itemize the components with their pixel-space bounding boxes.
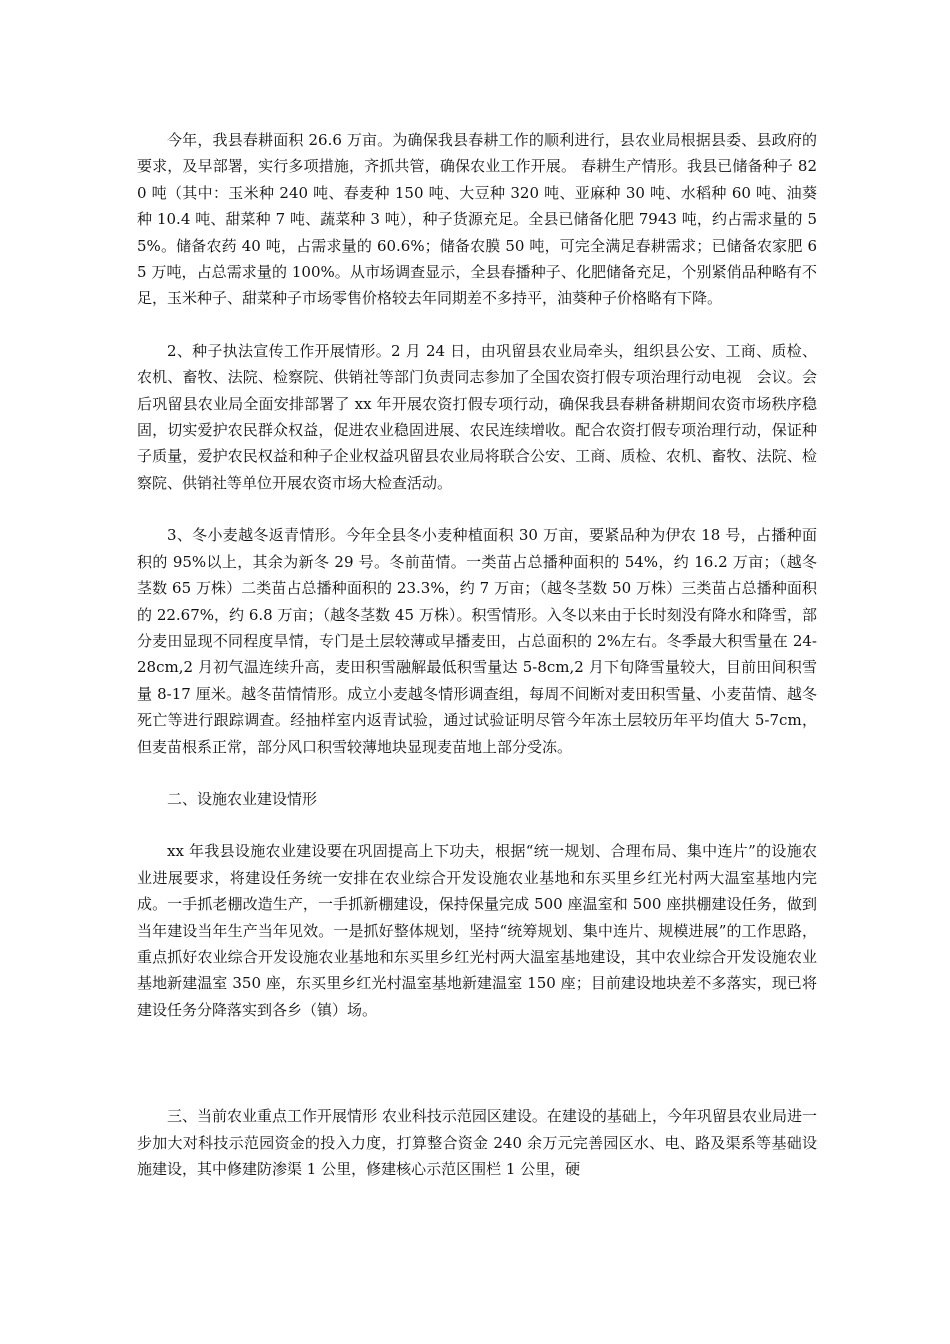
- paragraph-facility-agriculture: xx 年我县设施农业建设要在巩固提高上下功夫，根据“统一规划、合理布局、集中连片”的设施农业进展要求，将建设任务统一安排在农业综合开发设施农业基地和东买里乡红光村两大温室基地内完成。一手抓老棚改造生产，一手抓新棚建设，保持保量完成 500 座温室和 500 座拱棚建设任务，做到当年建设当年生产当年见效。一是抓好整体规划，坚持“统筹规划、集中连片、规模进展”的工作思路，重点抓好农业综合开发设施农业基地和东买里乡红光村两大温室基地建设，其中农业综合开发设施农业基地新建温室 350 座，东买里乡红光村温室基地新建温室 150 座；目前建设地块差不多落实，现已将建设任务分降落实到各乡（镇）场。: [137, 842, 817, 1019]
- paragraph-spring-plowing: 今年，我县春耕面积 26.6 万亩。为确保我县春耕工作的顺利进行，县农业局根据县委、县政府的要求，及早部署，实行多项措施，齐抓共管，确保农业工作开展。 春耕生产情形。我县已储备种子 820 吨（其中：玉米种 240 吨、春麦种 150 吨、大豆种 320 吨、亚麻种 30 吨、水稻种 60 吨、油葵种 10.4 吨、甜菜种 7 吨、蔬菜种 3 吨），种子货源充足。全县已储备化肥 7943 吨，约占需求量的 55%。储备农药 40 吨，占需求量的 60.6%；储备农膜 50 吨，可完全满足春耕需求；已储备农家肥 65 万吨，占总需求量的 100%。从市场调查显示，全县春播种子、化肥储备充足，个别紧俏品种略有不足，玉米种子、甜菜种子市场零售价格较去年同期差不多持平，油葵种子价格略有下降。: [137, 131, 817, 308]
- paragraph-winter-wheat: 3、冬小麦越冬返青情形。今年全县冬小麦种植面积 30 万亩，要紧品种为伊农 18 号，占播种面积的 95%以上，其余为新冬 29 号。冬前苗情。一类苗占总播种面积的 54%，约 16.2 万亩；（越冬茎数 65 万株）二类苗占总播种面积的 23.3%，约 7 万亩；（越冬茎数 50 万株）三类苗占总播种面积的 22.67%，约 6.8 万亩；（越冬茎数 45 万株）。积雪情形。入冬以来由于长时刻没有降水和降雪，部分麦田显现不同程度旱情，专门是土层较薄或早播麦田，占总面积的 2%左右。冬季最大积雪量在 24-28cm,2 月初气温连续升高，麦田积雪融解最低积雪量达 5-8cm,2 月下旬降雪量较大，目前田间积雪量 8-17 厘米。越冬苗情情形。成立小麦越冬情形调查组，每周不间断对麦田积雪量、小麦苗情、越冬死亡等进行跟踪调查。经抽样室内返青试验，通过试验证明尽管今年冻土层较历年平均值大 5-7cm，但麦苗根系正常，部分风口积雪较薄地块显现麦苗地上部分受冻。: [137, 526, 817, 756]
- document-body: [137, 127, 817, 1208]
- paragraph-key-work: 三、当前农业重点工作开展情形 农业科技示范园区建设。在建设的基础上，今年巩留县农业局进一步加大对科技示范园资金的投入力度，打算整合资金 240 余万元完善园区水、电、路及渠系等基础设施建设，其中修建防渗渠 1 公里，修建核心示范区围栏 1 公里，硬: [137, 1107, 817, 1178]
- section-heading-facility-agriculture: 二、设施农业建设情形: [167, 789, 318, 808]
- paragraph-seed-enforcement: 2、种子执法宣传工作开展情形。2 月 24 日，由巩留县农业局牵头，组织县公安、工商、质检、农机、畜牧、法院、检察院、供销社等部门负责同志参加了全国农资打假专项治理行动电视 会议。会后巩留县农业局全面安排部署了 xx 年开展农资打假专项行动，确保我县春耕备耕期间农资市场秩序稳固，切实爱护农民群众权益，促进农业稳固进展、农民连续增收。配合农资打假专项治理行动，保证种子质量，爱护农民权益和种子企业权益巩留县农业局将联合公安、工商、质检、农机、畜牧、法院、检察院、供销社等单位开展农资市场大检查活动。: [137, 341, 817, 492]
- blank-gap: [137, 1049, 817, 1103]
